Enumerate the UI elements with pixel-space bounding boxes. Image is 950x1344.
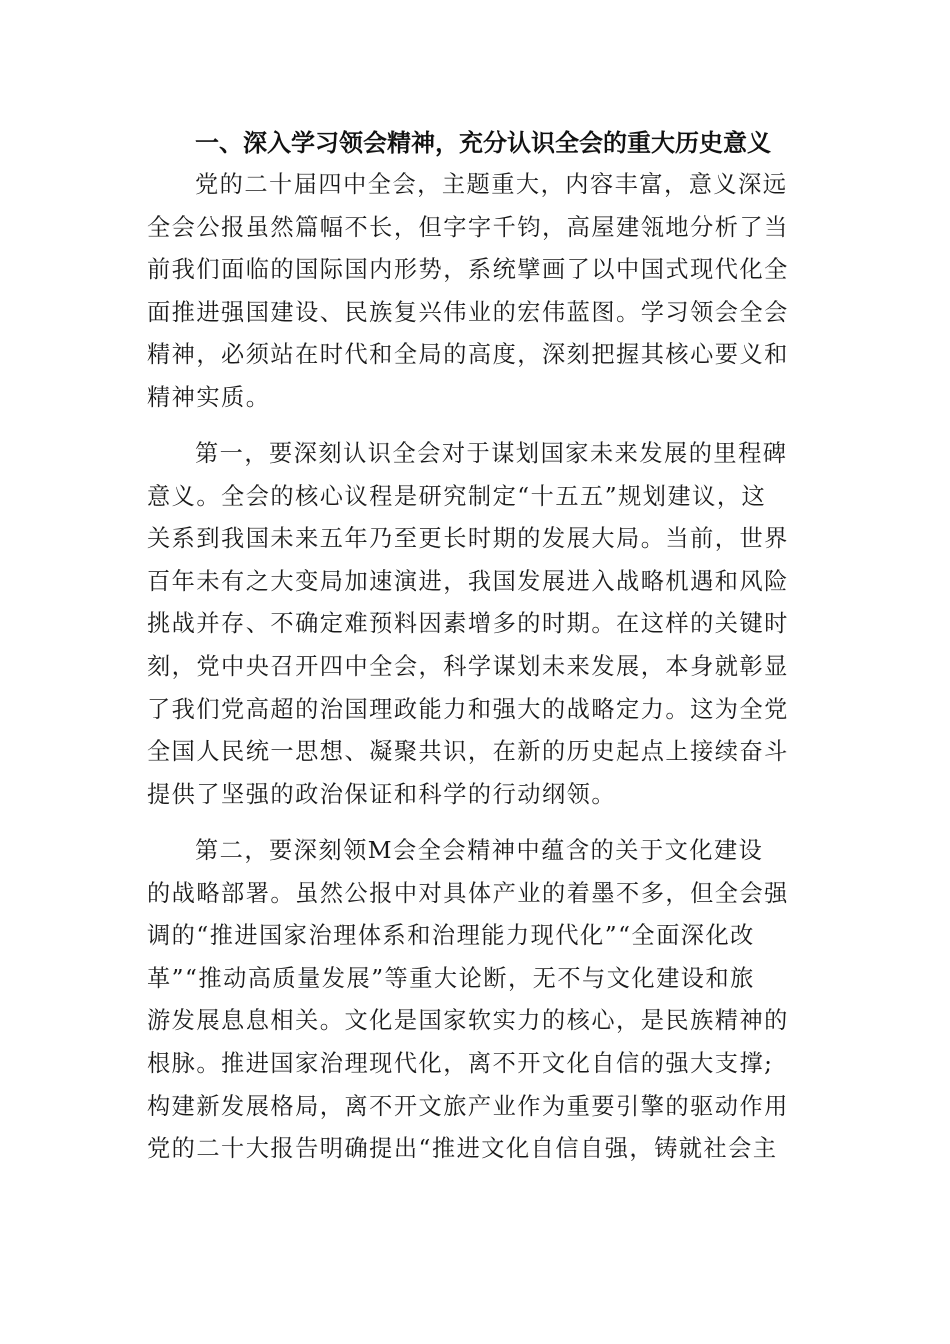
text-line: 刻，党中央召开四中全会，科学谋划未来发展，本身就彰显 <box>147 652 789 680</box>
text-line: 的战略部署。虽然公报中对具体产业的着墨不多，但全会强 <box>147 879 789 907</box>
text-line: 革”“推动高质量发展”等重大论断，无不与文化建设和旅 <box>147 964 755 992</box>
text-line: 意义。全会的核心议程是研究制定“十五五”规划建议，这 <box>147 482 767 510</box>
paragraph-2 <box>147 433 817 816</box>
paragraph-1 <box>147 164 817 420</box>
text-line: 游发展息息相关。文化是国家软实力的核心，是民族精神的 <box>147 1007 789 1035</box>
text-line: 挑战并存、不确定难预料因素增多的时期。在这样的关键时 <box>147 610 789 638</box>
text-line: 全国人民统一思想、凝聚共识，在新的历史起点上接续奋斗 <box>147 738 789 766</box>
text-line: 了我们党高超的治国理政能力和强大的战略定力。这为全党 <box>147 695 789 723</box>
text-line: 第一，要深刻认识全会对于谋划国家未来发展的里程碑 <box>195 440 788 467</box>
text-line: 调的“推进国家治理体系和治理能力现代化”“全面深化改 <box>147 922 755 950</box>
text-line: 关系到我国未来五年乃至更长时期的发展大局。当前，世界 <box>147 525 789 553</box>
text-line: 第二，要深刻领M会全会精神中蕴含的关于文化建设 <box>195 837 764 864</box>
text-line: 党的二十大报告明确提出“推进文化自信自强，铸就社会主 <box>147 1135 778 1163</box>
text-line: 精神实质。 <box>147 383 271 411</box>
text-line: 精神，必须站在时代和全局的高度，深刻把握其核心要义和 <box>147 341 789 369</box>
text-line: 百年未有之大变局加速演进，我国发展进入战略机遇和风险 <box>147 567 789 595</box>
text-line: 党的二十届四中全会，主题重大，内容丰富，意义深远 <box>195 171 788 198</box>
text-line: 根脉。推进国家治理现代化，离不开文化自信的强大支撑; <box>147 1049 774 1077</box>
text-line: 全会公报虽然篇幅不长，但字字千钧，高屋建瓴地分析了当 <box>147 213 789 241</box>
section-heading: 一、深入学习领会精神，充分认识全会的重大历史意义 <box>195 129 771 157</box>
text-line: 构建新发展格局，离不开文旅产业作为重要引擎的驱动作用 <box>147 1092 789 1120</box>
text-line: 前我们面临的国际国内形势，系统擘画了以中国式现代化全 <box>147 256 789 284</box>
text-line: 提供了坚强的政治保证和科学的行动纲领。 <box>147 780 617 808</box>
text-line: 面推进强国建设、民族复兴伟业的宏伟蓝图。学习领会全会 <box>147 298 789 326</box>
paragraph-3 <box>147 830 817 1171</box>
